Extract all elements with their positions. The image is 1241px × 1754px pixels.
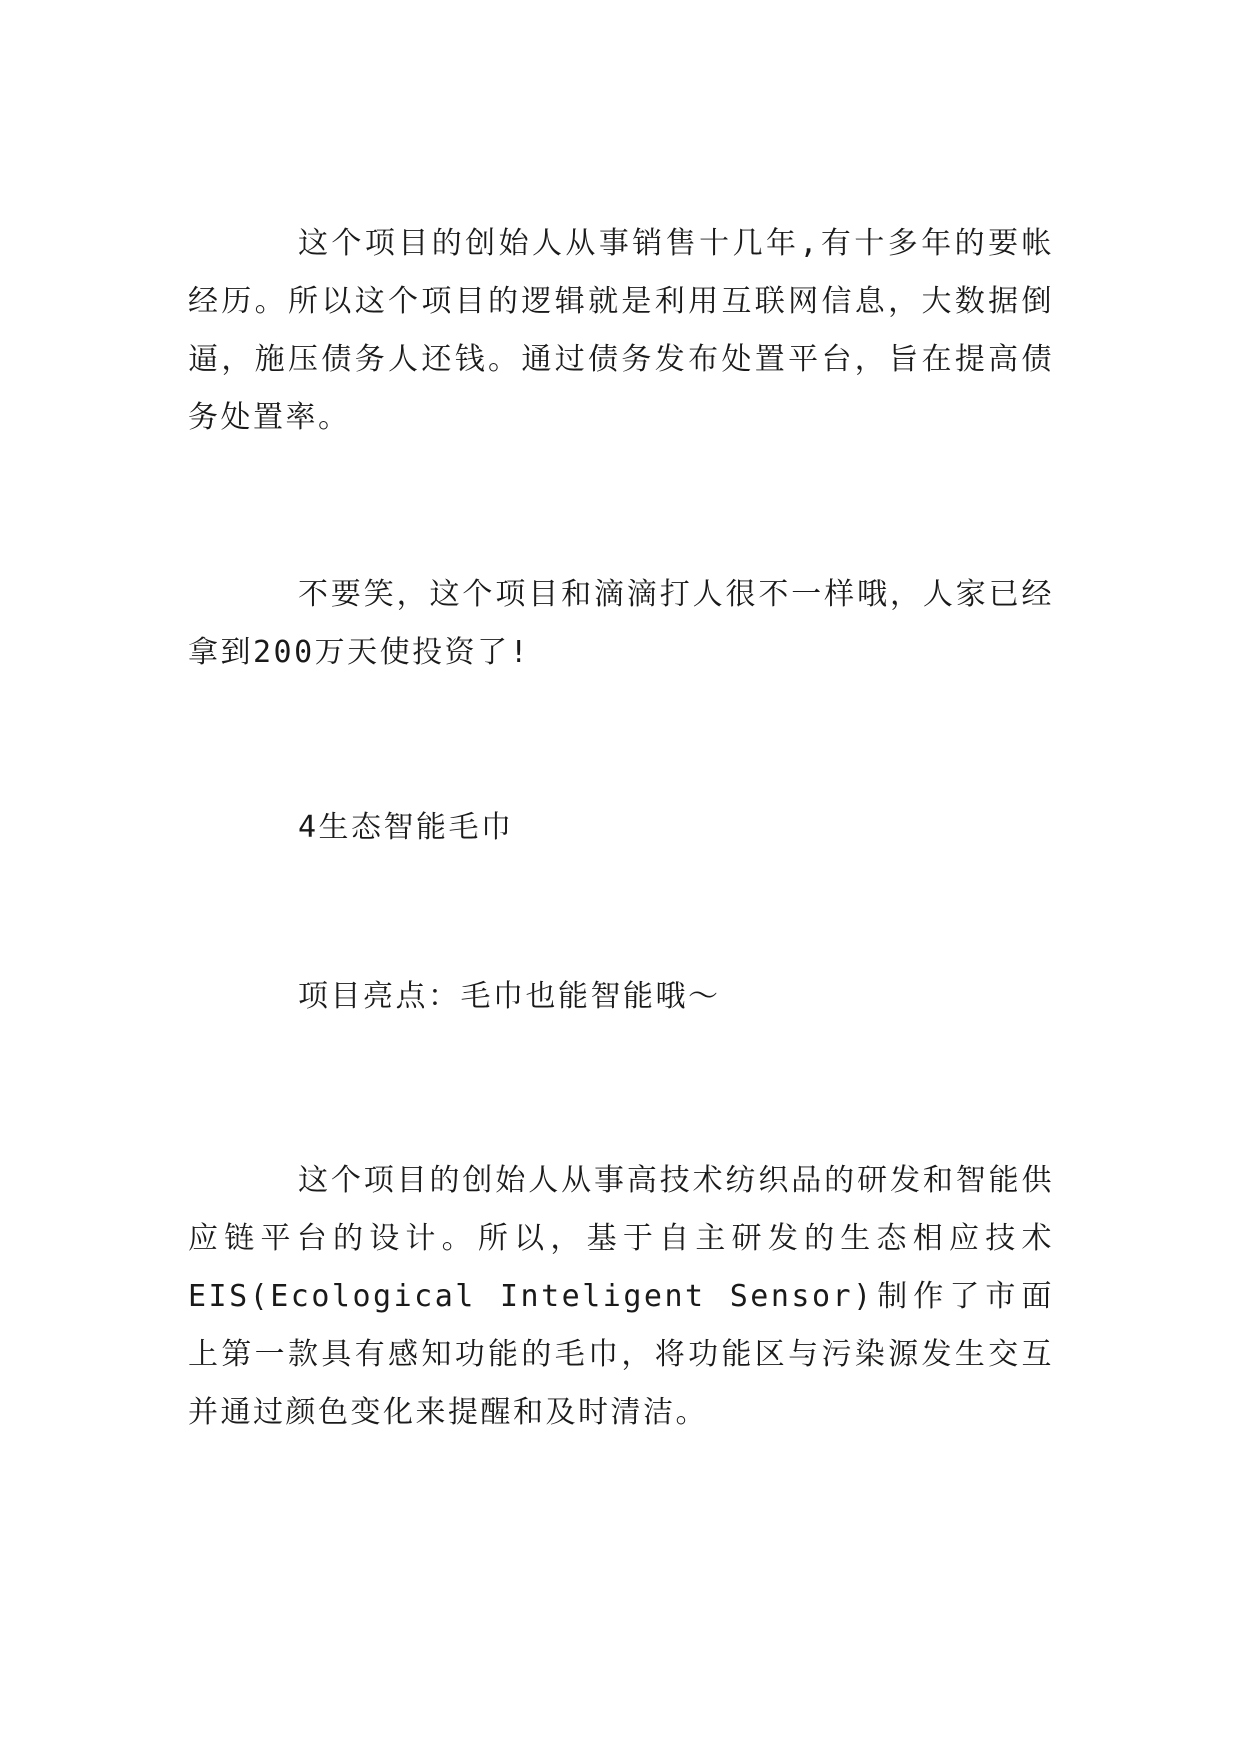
paragraph-smart-towel-description: 这个项目的创始人从事高技术纺织品的研发和智能供应链平台的设计。所以，基于自主研发的生态相应技术EIS(Ecological Inteligent Sensor)制作了市面上第一款具有感知功能的毛巾，将功能区与污染源发生交互并通过颜色变化来提醒和及时清洁。 (188, 1163, 1054, 1430)
paragraph-debt-collection-project: 这个项目的创始人从事销售十几年,有十多年的要帐经历。所以这个项目的逻辑就是利用互联网信息，大数据倒逼，施压债务人还钱。通过债务发布处置平台，旨在提高债务处置率。 (188, 226, 1054, 435)
paragraph-angel-investment: 不要笑，这个项目和滴滴打人很不一样哦，人家已经拿到200万天使投资了! (188, 577, 1054, 670)
section-heading-smart-towel: 4生态智能毛巾 (298, 810, 514, 845)
paragraph-project-highlight: 项目亮点：毛巾也能智能哦～ (298, 979, 721, 1014)
